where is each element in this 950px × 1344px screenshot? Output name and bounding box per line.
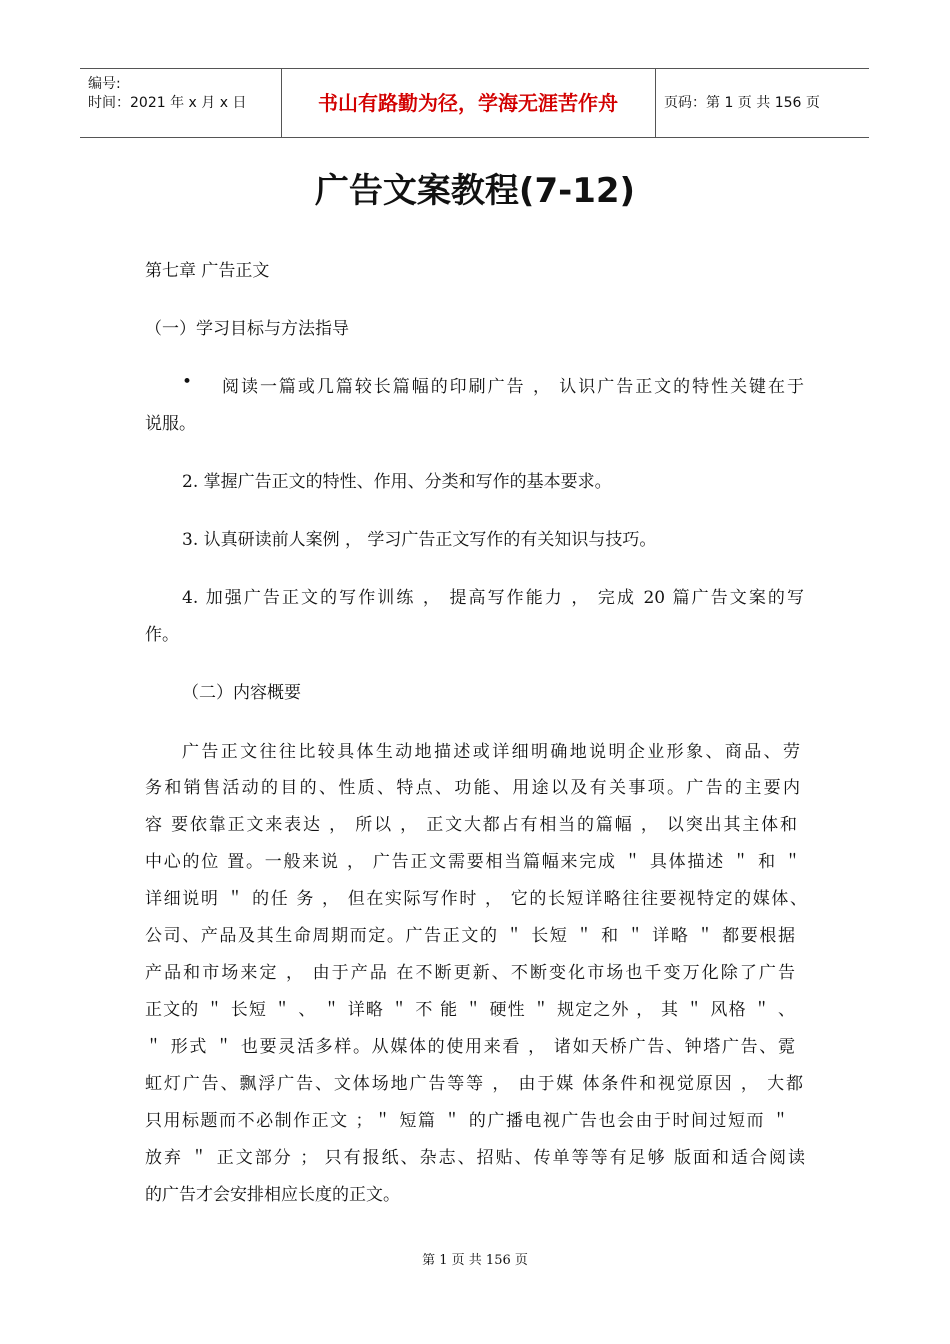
header-motto: 书山有路勤为径，学海无涯苦作舟 bbox=[318, 91, 618, 115]
goal-item-1: 阅读一篇或几篇较长篇幅的印刷广告 ， 认识广告正文的特性关键在于 bbox=[222, 377, 804, 397]
body-line: 公司、产品及其生命周期而定。广告正文的 ＂ 长短 ＂ 和 ＂ 详略 ＂ 都要根据 bbox=[145, 926, 795, 946]
chapter-heading: 第七章 广告正文 bbox=[145, 261, 270, 281]
document-header bbox=[80, 68, 869, 138]
body-line: 放弃 ＂ 正文部分 ； 只有报纸、杂志、招贴、传单等等有足够 版面和适合阅读 bbox=[145, 1148, 805, 1168]
page-title: 广告文案教程(7-12) bbox=[314, 171, 636, 211]
header-divider bbox=[655, 69, 656, 137]
body-line: 产品和市场来定 ， 由于产品 在不断更新、不断变化市场也千变万化除了广告 bbox=[145, 963, 795, 983]
body-line: 虹灯广告、飘浮广告、文体场地广告等等 ， 由于媒 体条件和视觉原因 ， 大都 bbox=[145, 1074, 803, 1094]
body-line: 详细说明 ＂ 的任 务 ， 但在实际写作时 ， 它的长短详略往往要视特定的媒体、 bbox=[145, 889, 807, 909]
body-line: 中心的位 置。一般来说 ， 广告正文需要相当篇幅来完成 ＂ 具体描述 ＂ 和 ＂ bbox=[145, 852, 801, 872]
bullet-marker: • bbox=[182, 372, 193, 392]
header-page-info: 页码：第 1 页 共 156 页 bbox=[664, 95, 820, 111]
section-heading-goals: （一）学习目标与方法指导 bbox=[145, 319, 349, 339]
goal-item-4-continuation: 作。 bbox=[145, 625, 179, 645]
body-line: 正文的 ＂ 长短 ＂ 、 ＂ 详略 ＂ 不 能 ＂ 硬性 ＂ 规定之外 ， 其 ＂ 风格 ＂ 、 bbox=[145, 1000, 795, 1020]
page-footer: 第 1 页 共 156 页 bbox=[422, 1253, 528, 1268]
body-line: 只用标题而不必制作正文 ；＂ 短篇 ＂ 的广播电视广告也会由于时间过短而 ＂ bbox=[145, 1111, 789, 1131]
header-meta bbox=[88, 75, 246, 113]
date-label: 时间：2021 年 x 月 x 日 bbox=[88, 95, 247, 111]
body-line: 务和销售活动的目的、性质、特点、功能、用途以及有关事项。广告的主要内 bbox=[145, 778, 800, 798]
number-label: 编号: bbox=[88, 76, 121, 92]
section-heading-summary: （二）内容概要 bbox=[182, 683, 301, 703]
goal-item-2: 2. 掌握广告正文的特性、作用、分类和写作的基本要求。 bbox=[182, 472, 612, 492]
goal-item-4: 4. 加强广告正文的写作训练 ， 提高写作能力 ， 完成 20 篇广告文案的写 bbox=[182, 588, 804, 608]
body-line: ＂ 形式 ＂ 也要灵活多样。从媒体的使用来看 ， 诸如天桥广告、钟塔广告、霓 bbox=[145, 1037, 795, 1057]
goal-item-3: 3. 认真研读前人案例 ， 学习广告正文写作的有关知识与技巧。 bbox=[182, 530, 657, 550]
goal-item-1-continuation: 说服。 bbox=[145, 414, 196, 434]
body-line: 容 要依靠正文来表达 ， 所以 ， 正文大都占有相当的篇幅 ， 以突出其主体和 bbox=[145, 815, 797, 835]
body-line: 广告正文往往比较具体生动地描述或详细明确地说明企业形象、商品、劳 bbox=[182, 742, 800, 762]
body-line: 的广告才会安排相应长度的正文。 bbox=[145, 1185, 400, 1205]
